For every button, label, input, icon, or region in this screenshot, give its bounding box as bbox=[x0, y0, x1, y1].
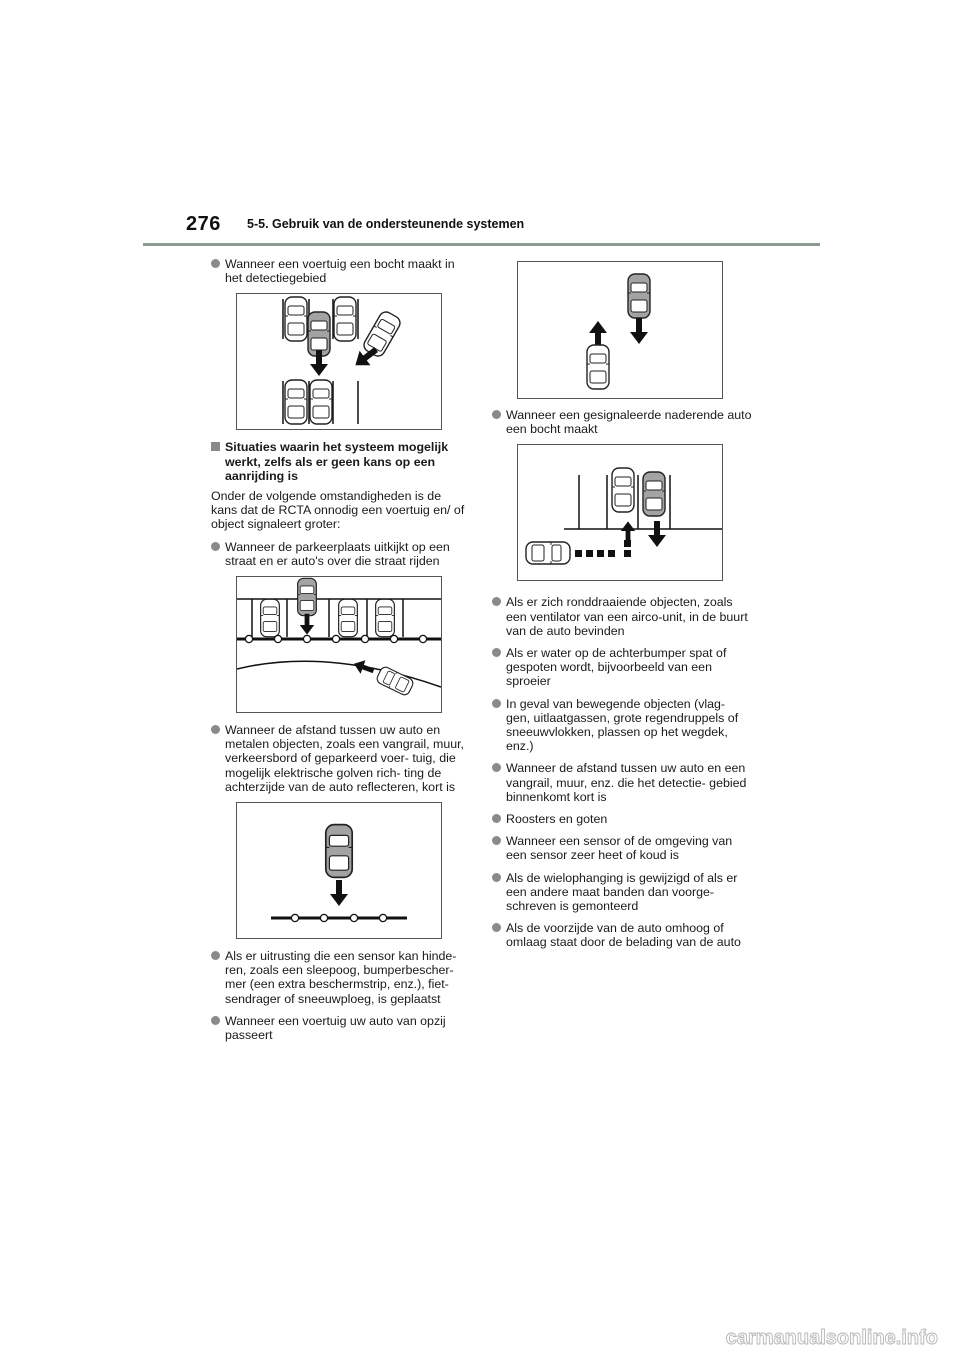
figure-approaching-vehicle bbox=[517, 261, 723, 399]
watermark bbox=[680, 1324, 940, 1350]
bullet-equipment-hinders-sensor: Als er uitrusting die een sensor kan hinde- ren, zoals een sleepoog, bumperbescher- mer (een extra beschermstrip, enz.), fiet- sendrager of sneeuwploeg, is geplaatst bbox=[211, 949, 469, 1006]
left-column bbox=[211, 257, 469, 1050]
bullet-moving-objects: In geval van bewegende objecten (vlag- gen, uitlaatgassen, grote regendruppels of sneeuwvlokken, plassen op het wegdek, enz.) bbox=[492, 697, 752, 754]
bullet-water-spray: Als er water op de achterbumper spat of gespoten wordt, bijvoorbeeld van een sproeier bbox=[492, 646, 752, 689]
bullet-parking-street: Wanneer de parkeerplaats uitkijkt op een straat en er auto's over die straat rijden bbox=[211, 540, 469, 568]
illustration-turning-vehicle bbox=[237, 294, 441, 429]
bullet-metal-objects: Wanneer de afstand tussen uw auto en metalen objecten, zoals een vangrail, muur, verkeersbord of geparkeerd voer- tuig, die mogelijk elektrische golven rich- ting de achterzijde van de auto reflecteren, kort is bbox=[211, 723, 469, 794]
illustration-approaching-vehicle bbox=[518, 262, 722, 398]
watermark-graphic bbox=[680, 1324, 940, 1350]
page-number: 276 bbox=[186, 213, 221, 235]
illustration-parking-street bbox=[237, 577, 441, 712]
header-rule bbox=[143, 243, 820, 246]
figure-turning-vehicle bbox=[236, 293, 442, 430]
illustration-metal-objects bbox=[237, 803, 441, 938]
figure-signaled-vehicle-turns bbox=[517, 444, 723, 581]
figure-metal-objects bbox=[236, 802, 442, 939]
bullet-rotating-objects: Als er zich ronddraaiende objecten, zoals een ventilator van een airco-unit, in de buurt van de auto bevinden bbox=[492, 595, 752, 638]
section-subheading: Situaties waarin het systeem mogelijk werkt, zelfs als er geen kans op een aanrijding is bbox=[211, 440, 469, 483]
section-title: 5-5. Gebruik van de ondersteunende systemen bbox=[247, 217, 525, 231]
page-header bbox=[0, 0, 960, 250]
bullet-suspension-modified: Als de wielophanging is gewijzigd of als er een andere maat banden dan voorge- schreven is gemonteerd bbox=[492, 871, 752, 914]
bullet-vehicle-load: Als de voorzijde van de auto omhoog of omlaag staat door de belading van de auto bbox=[492, 921, 752, 949]
figure-parking-street bbox=[236, 576, 442, 713]
bullet-guardrail-distance: Wanneer de afstand tussen uw auto en een vangrail, muur, enz. die het detectie- gebied binnenkomt kort is bbox=[492, 761, 752, 804]
bullet-sensor-temperature: Wanneer een sensor of de omgeving van een sensor zeer heet of koud is bbox=[492, 834, 752, 862]
bullet-turning-vehicle: Wanneer een voertuig een bocht maakt in het detectiegebied bbox=[211, 257, 469, 285]
illustration-signaled-vehicle-turns bbox=[518, 445, 722, 580]
bullet-signaled-vehicle-turns: Wanneer een gesignaleerde naderende auto een bocht maakt bbox=[492, 408, 752, 436]
bullet-vehicle-passing-side: Wanneer een voertuig uw auto van opzij passeert bbox=[211, 1014, 469, 1042]
bullet-grates-gutters: Roosters en goten bbox=[492, 812, 752, 826]
right-column bbox=[492, 257, 752, 958]
intro-paragraph: Onder de volgende omstandigheden is de kans dat de RCTA onnodig een voertuig en/ of object signaleert groter: bbox=[211, 489, 465, 532]
watermark-text: carmanualsonline.info bbox=[725, 1327, 938, 1349]
